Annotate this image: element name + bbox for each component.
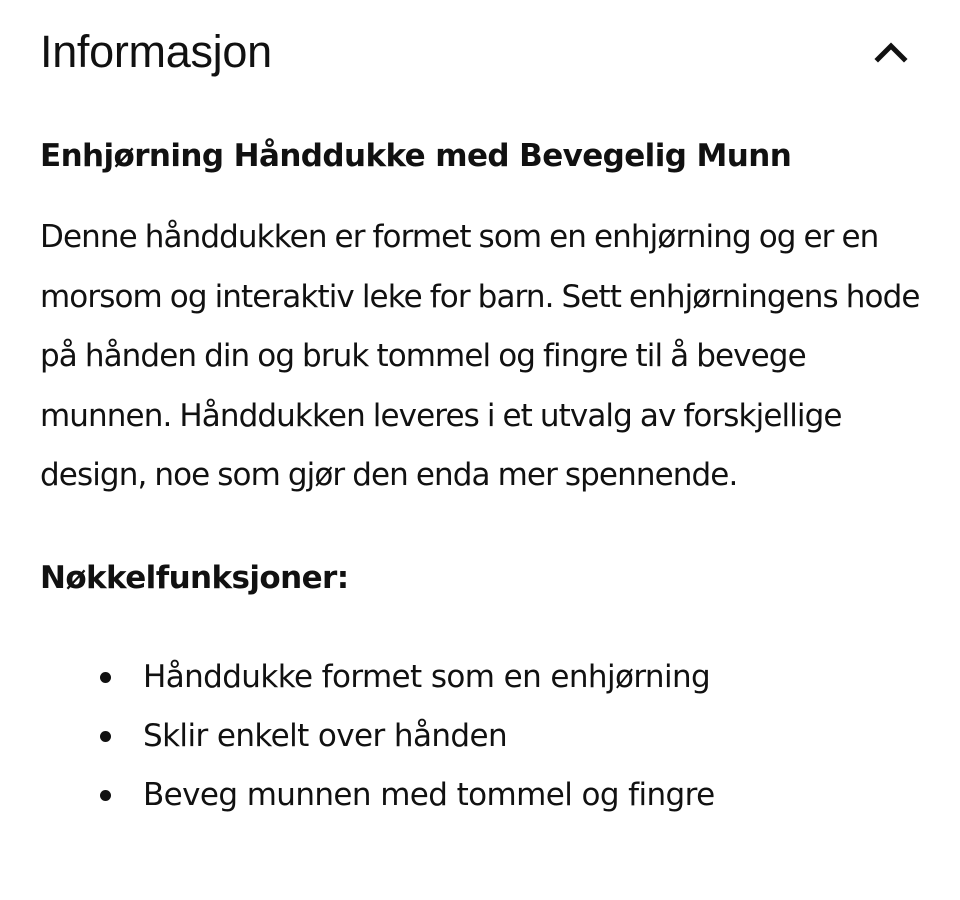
feature-label: Beveg munnen med tommel og fingre: [143, 776, 715, 813]
feature-list-item: [40, 707, 940, 766]
bullet-icon: [100, 672, 111, 683]
feature-list-item: [40, 648, 940, 707]
feature-list-item: [40, 766, 940, 825]
accordion-content: [40, 130, 940, 825]
accordion-header[interactable]: [0, 0, 960, 110]
chevron-up-icon: [866, 28, 916, 72]
feature-label: Sklir enkelt over hånden: [143, 717, 507, 754]
collapse-toggle-button[interactable]: [866, 28, 916, 72]
bullet-icon: [100, 731, 111, 742]
feature-label: Hånddukke formet som en enhjørning: [143, 658, 711, 695]
bullet-icon: [100, 790, 111, 801]
accordion-title[interactable]: Informasjon: [40, 26, 272, 77]
features-heading: Nøkkelfunksjoner:: [40, 559, 349, 596]
product-title: Enhjørning Hånddukke med Bevegelig Munn: [40, 138, 792, 174]
feature-list: [40, 648, 940, 825]
product-description: Denne hånddukken er formet som en enhjørning og er en morsom og interaktiv leke for barn. Sett enhjørningens hode på hånden din og bruk tommel og fingre til å bevege munnen. Hånddukken leveres i et utvalg av forskjellige design, noe som gjør den enda mer spennende.: [40, 219, 920, 493]
